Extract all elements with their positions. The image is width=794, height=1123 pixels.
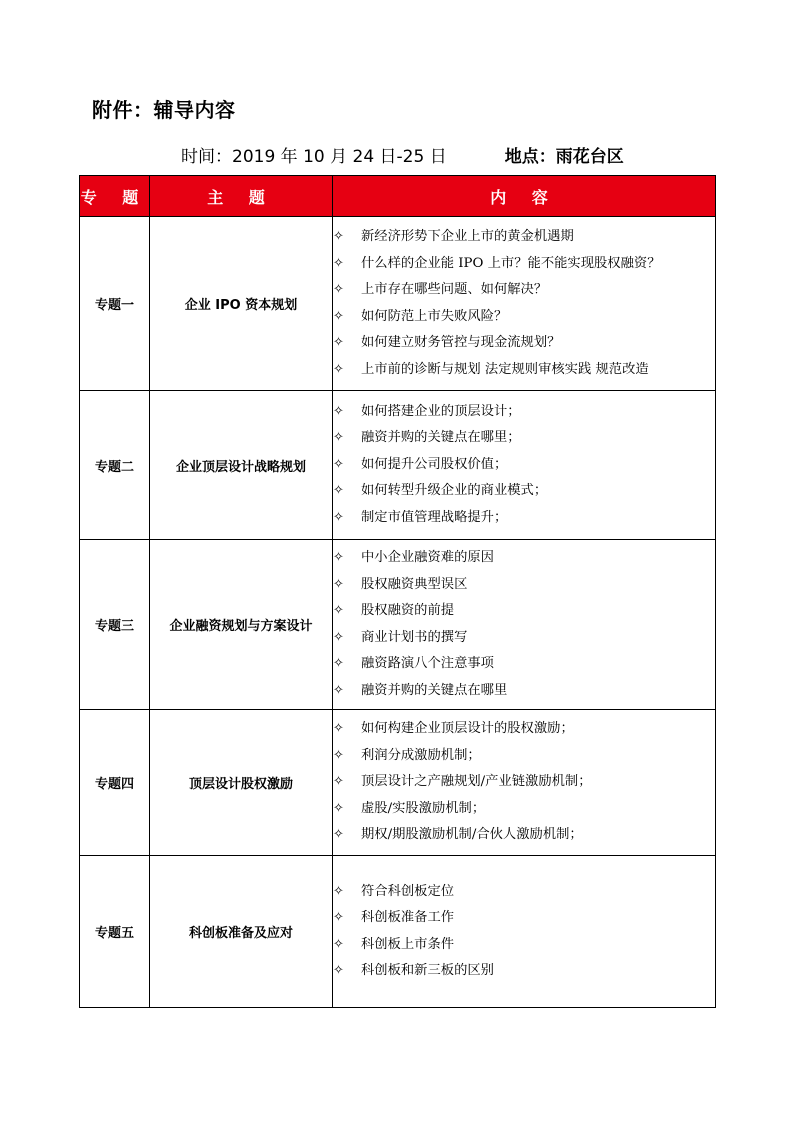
list-item bbox=[333, 716, 715, 743]
list-item bbox=[333, 958, 715, 985]
topic-cell: 专题四 bbox=[80, 710, 150, 856]
diamond-bullet-icon: ✧ bbox=[333, 255, 344, 271]
topic-cell: 专题三 bbox=[80, 540, 150, 710]
list-item-text: 股权融资的前提 bbox=[361, 603, 455, 618]
list-item bbox=[333, 769, 715, 796]
list-item-text: 科创板准备工作 bbox=[361, 910, 455, 925]
page-title: 附件：辅导内容 bbox=[92, 98, 236, 122]
list-item-text: 科创板和新三板的区别 bbox=[361, 963, 494, 978]
diamond-bullet-icon: ✧ bbox=[333, 800, 344, 816]
list-item bbox=[333, 330, 715, 357]
schedule-line bbox=[181, 142, 624, 167]
diamond-bullet-icon: ✧ bbox=[333, 361, 344, 377]
table-row bbox=[80, 391, 716, 540]
list-item bbox=[333, 478, 715, 505]
list-item bbox=[333, 357, 715, 384]
diamond-bullet-icon: ✧ bbox=[333, 656, 344, 671]
content-list bbox=[333, 879, 715, 985]
list-item-text: 期权/期股激励机制/合伙人激励机制； bbox=[361, 827, 583, 843]
table-body bbox=[80, 217, 716, 1008]
content-cell bbox=[333, 217, 716, 391]
list-item-text: 科创板上市条件 bbox=[361, 936, 455, 952]
diamond-bullet-icon: ✧ bbox=[333, 682, 344, 698]
diamond-bullet-icon: ✧ bbox=[333, 335, 344, 350]
diamond-bullet-icon: ✧ bbox=[333, 936, 344, 952]
subject-cell: 企业顶层设计战略规划 bbox=[150, 391, 333, 540]
list-item bbox=[333, 304, 715, 331]
list-item-text: 如何构建企业顶层设计的股权激励； bbox=[361, 721, 574, 737]
list-item bbox=[333, 452, 715, 479]
list-item-text: 虚股/实股激励机制； bbox=[361, 800, 486, 816]
table-row bbox=[80, 540, 716, 710]
list-item-text: 什么样的企业能 IPO 上市？能不能实现股权融资？ bbox=[361, 255, 661, 271]
list-item-text: 新经济形势下企业上市的黄金机遇期 bbox=[361, 229, 574, 244]
list-item bbox=[333, 879, 715, 906]
content-list bbox=[333, 399, 715, 532]
list-item bbox=[333, 598, 715, 625]
subject-cell: 顶层设计股权激励 bbox=[150, 710, 333, 856]
list-item-text: 如何提升公司股权价值； bbox=[361, 456, 508, 472]
diamond-bullet-icon: ✧ bbox=[333, 963, 344, 978]
content-cell bbox=[333, 540, 716, 710]
list-item-text: 如何建立财务管控与现金流规划？ bbox=[361, 335, 561, 350]
list-item-text: 融资路演八个注意事项 bbox=[361, 656, 494, 671]
content-list bbox=[333, 545, 715, 704]
diamond-bullet-icon: ✧ bbox=[333, 827, 344, 843]
list-item bbox=[333, 905, 715, 932]
diamond-bullet-icon: ✧ bbox=[333, 603, 344, 618]
list-item-text: 符合科创板定位 bbox=[361, 883, 455, 899]
list-item-text: 如何转型升级企业的商业模式； bbox=[361, 483, 548, 499]
diamond-bullet-icon: ✧ bbox=[333, 430, 344, 446]
list-item bbox=[333, 651, 715, 678]
time-text: 时间：2019 年 10 月 24 日-25 日 bbox=[181, 147, 447, 167]
list-item bbox=[333, 678, 715, 705]
list-item bbox=[333, 425, 715, 452]
diamond-bullet-icon: ✧ bbox=[333, 483, 344, 499]
list-item bbox=[333, 251, 715, 278]
list-item bbox=[333, 224, 715, 251]
list-item-text: 如何防范上市失败风险？ bbox=[361, 308, 508, 324]
list-item-text: 商业计划书的撰写 bbox=[361, 629, 468, 645]
list-item-text: 利润分成激励机制； bbox=[361, 747, 481, 763]
content-cell bbox=[333, 710, 716, 856]
table-row bbox=[80, 710, 716, 856]
content-cell bbox=[333, 391, 716, 540]
topic-cell: 专题二 bbox=[80, 391, 150, 540]
diamond-bullet-icon: ✧ bbox=[333, 576, 344, 592]
list-item-text: 制定市值管理战略提升； bbox=[361, 509, 508, 525]
list-item-text: 上市存在哪些问题、如何解决？ bbox=[361, 282, 548, 297]
subject-cell: 科创板准备及应对 bbox=[150, 856, 333, 1008]
content-list bbox=[333, 716, 715, 849]
list-item bbox=[333, 796, 715, 823]
list-item-text: 上市前的诊断与规划 法定规则审核实践 规范改造 bbox=[361, 361, 649, 377]
diamond-bullet-icon: ✧ bbox=[333, 509, 344, 525]
header-subject: 主 题 bbox=[150, 176, 333, 217]
list-item bbox=[333, 743, 715, 770]
list-item bbox=[333, 625, 715, 652]
subject-cell: 企业 IPO 资本规划 bbox=[150, 217, 333, 391]
diamond-bullet-icon: ✧ bbox=[333, 883, 344, 899]
coaching-content-table bbox=[79, 175, 716, 1008]
diamond-bullet-icon: ✧ bbox=[333, 910, 344, 925]
diamond-bullet-icon: ✧ bbox=[333, 308, 344, 324]
list-item bbox=[333, 822, 715, 849]
diamond-bullet-icon: ✧ bbox=[333, 774, 344, 790]
content-cell bbox=[333, 856, 716, 1008]
list-item bbox=[333, 572, 715, 599]
diamond-bullet-icon: ✧ bbox=[333, 629, 344, 645]
diamond-bullet-icon: ✧ bbox=[333, 747, 344, 763]
diamond-bullet-icon: ✧ bbox=[333, 721, 344, 737]
table-row bbox=[80, 217, 716, 391]
header-content: 内 容 bbox=[333, 176, 716, 217]
list-item-text: 顶层设计之产融规划/产业链激励机制； bbox=[361, 774, 592, 790]
diamond-bullet-icon: ✧ bbox=[333, 282, 344, 297]
list-item-text: 如何搭建企业的顶层设计； bbox=[361, 403, 521, 419]
topic-cell: 专题一 bbox=[80, 217, 150, 391]
list-item bbox=[333, 399, 715, 426]
subject-cell: 企业融资规划与方案设计 bbox=[150, 540, 333, 710]
list-item bbox=[333, 505, 715, 532]
content-list bbox=[333, 224, 715, 383]
header-topic: 专 题 bbox=[80, 176, 150, 217]
list-item bbox=[333, 545, 715, 572]
list-item-text: 融资并购的关键点在哪里 bbox=[361, 682, 508, 698]
list-item-text: 股权融资典型误区 bbox=[361, 576, 468, 592]
table-header-row bbox=[80, 176, 716, 217]
diamond-bullet-icon: ✧ bbox=[333, 229, 344, 244]
list-item bbox=[333, 277, 715, 304]
diamond-bullet-icon: ✧ bbox=[333, 550, 344, 565]
diamond-bullet-icon: ✧ bbox=[333, 456, 344, 472]
diamond-bullet-icon: ✧ bbox=[333, 403, 344, 419]
table-row bbox=[80, 856, 716, 1008]
list-item-text: 融资并购的关键点在哪里； bbox=[361, 430, 521, 446]
place-text: 地点：雨花台区 bbox=[504, 147, 624, 167]
list-item-text: 中小企业融资难的原因 bbox=[361, 550, 494, 565]
list-item bbox=[333, 932, 715, 959]
topic-cell: 专题五 bbox=[80, 856, 150, 1008]
